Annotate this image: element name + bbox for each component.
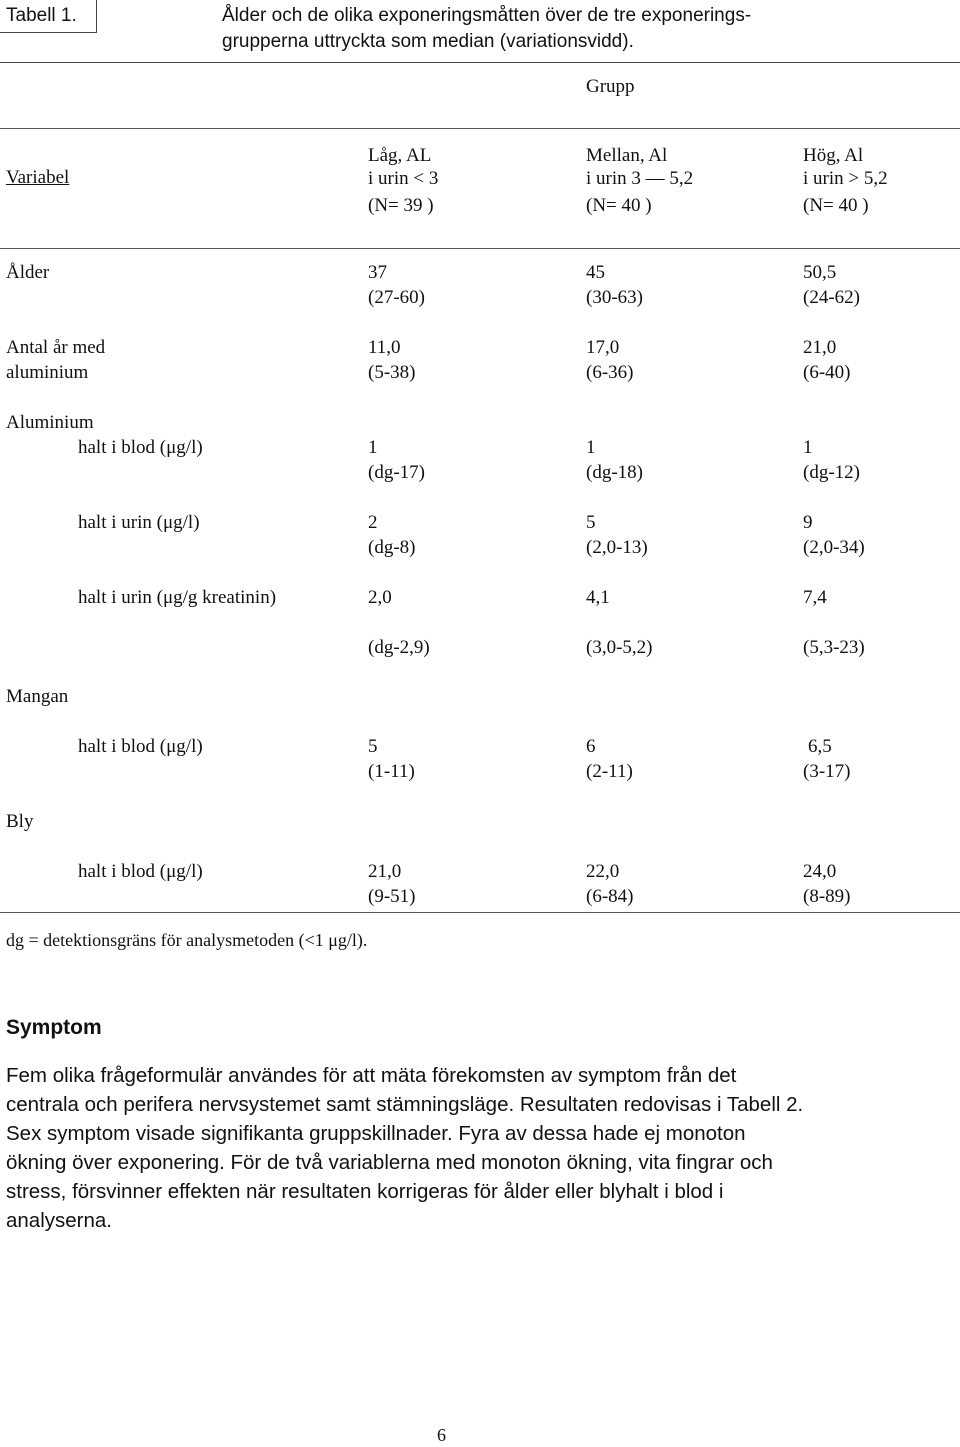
divider: [0, 248, 960, 249]
table-cell: 4,1: [586, 587, 610, 608]
table-cell: 24,0: [803, 861, 837, 882]
table-cell: 7,4: [803, 587, 827, 608]
table-cell: 17,0: [586, 337, 620, 358]
table-cell: 2,0: [368, 587, 392, 608]
table-cell: 6,5: [808, 736, 832, 757]
table-cell: 5: [586, 512, 596, 533]
col3-header-n: (N= 40 ): [803, 195, 869, 216]
col1-header-n: (N= 39 ): [368, 195, 434, 216]
table-cell: 5: [368, 736, 378, 757]
table-cell: 21,0: [368, 861, 402, 882]
table-cell: (5-38): [368, 362, 416, 383]
table-caption-line2: grupperna uttryckta som median (variationsvidd).: [222, 31, 634, 52]
row-label-alder: Ålder: [6, 262, 50, 283]
table-cell: 1: [803, 437, 813, 458]
table-cell: (dg-8): [368, 537, 416, 558]
table-cell: (2,0-13): [586, 537, 648, 558]
divider: [0, 128, 960, 129]
table-cell: 37: [368, 262, 387, 283]
table-cell: 11,0: [368, 337, 401, 358]
table-cell: 1: [368, 437, 378, 458]
row-label-al-urin: halt i urin (μg/l): [78, 512, 200, 533]
group-header: Grupp: [586, 76, 635, 97]
paragraph-line: centrala och perifera nervsystemet samt stämningsläge. Resultaten redovisas i Tabell 2.: [6, 1093, 804, 1116]
paragraph-line: Fem olika frågeformulär användes för att mäta förekomsten av symptom från det: [6, 1064, 737, 1087]
table-cell: 9: [803, 512, 813, 533]
col3-header-line2: i urin > 5,2: [803, 168, 888, 189]
paragraph-line: ökning över exponering. För de två variablerna med monoton ökning, vita fingrar och: [6, 1151, 773, 1174]
table-cell: (9-51): [368, 886, 416, 907]
table-cell: (8-89): [803, 886, 851, 907]
table-cell: (6-36): [586, 362, 634, 383]
row-label-mn-blod: halt i blod (μg/l): [78, 736, 203, 757]
variable-header: Variabel: [6, 167, 70, 188]
page-number: 6: [437, 1425, 446, 1445]
table-footnote: dg = detektionsgräns för analysmetoden (<1 μg/l).: [6, 930, 368, 950]
table-cell: 1: [586, 437, 596, 458]
table-cell: 22,0: [586, 861, 620, 882]
row-label-al-blod: halt i blod (μg/l): [78, 437, 203, 458]
table-cell: (dg-2,9): [368, 637, 430, 658]
table-cell: 6: [586, 736, 596, 757]
col1-header-line2: i urin < 3: [368, 168, 439, 189]
col3-header-line1: Hög, Al: [803, 145, 864, 166]
row-label-antal-line1: Antal år med: [6, 337, 106, 358]
table-cell: (dg-17): [368, 462, 425, 483]
section-heading: Symptom: [6, 1016, 102, 1039]
table-cell: (3-17): [803, 761, 851, 782]
row-label-antal-line2: aluminium: [6, 362, 89, 383]
paragraph-line: analyserna.: [6, 1209, 112, 1232]
table-cell: (24-62): [803, 287, 860, 308]
table-cell: (dg-12): [803, 462, 860, 483]
col2-header-n: (N= 40 ): [586, 195, 652, 216]
row-label-pb-blod: halt i blod (μg/l): [78, 861, 203, 882]
table-cell: 50,5: [803, 262, 837, 283]
table-caption-line1: Ålder och de olika exponeringsmåtten över de tre exponerings-: [222, 5, 752, 26]
table-cell: (5,3-23): [803, 637, 865, 658]
section-label-aluminium: Aluminium: [6, 412, 94, 433]
table-label: Tabell 1.: [6, 5, 77, 26]
table-cell: (2,0-34): [803, 537, 865, 558]
table-cell: (3,0-5,2): [586, 637, 653, 658]
table-cell: 2: [368, 512, 378, 533]
section-label-bly: Bly: [6, 811, 34, 832]
table-cell: 45: [586, 262, 605, 283]
table-cell: 21,0: [803, 337, 837, 358]
table-cell: (30-63): [586, 287, 643, 308]
table-cell: (1-11): [368, 761, 415, 782]
paragraph-line: Sex symptom visade signifikanta gruppskillnader. Fyra av dessa hade ej monoton: [6, 1122, 746, 1145]
paragraph-line: stress, försvinner effekten när resultaten korrigeras för ålder eller blyhalt i blod i: [6, 1180, 724, 1203]
col1-header-line1: Låg, AL: [368, 145, 432, 166]
row-label-al-kreatinin: halt i urin (μg/g kreatinin): [78, 587, 277, 608]
body-paragraph: [6, 1061, 906, 1235]
divider: [0, 912, 960, 913]
table-cell: (dg-18): [586, 462, 643, 483]
table-cell: (27-60): [368, 287, 425, 308]
section-label-mangan: Mangan: [6, 686, 69, 707]
table-cell: (6-84): [586, 886, 634, 907]
col2-header-line2: i urin 3 — 5,2: [586, 168, 694, 189]
table-cell: (2-11): [586, 761, 633, 782]
col2-header-line1: Mellan, Al: [586, 145, 668, 166]
table-cell: (6-40): [803, 362, 851, 383]
